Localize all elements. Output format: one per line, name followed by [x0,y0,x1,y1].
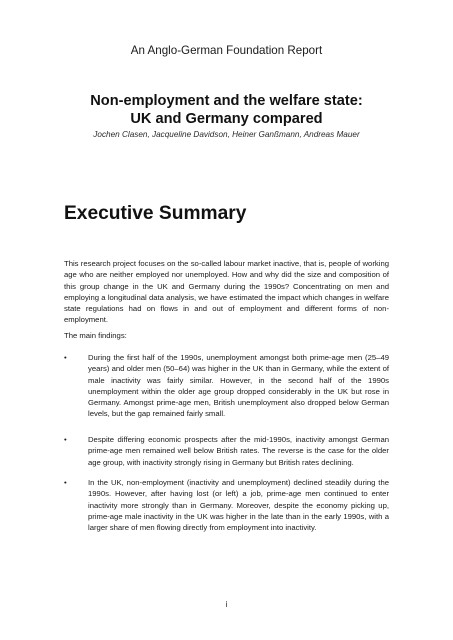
report-series-line: An Anglo-German Foundation Report [130,44,323,57]
report-title [40,92,413,128]
finding-item [64,477,389,533]
intro-paragraph: This research project focuses on the so-called labour market inactive, that is, people of working age who are neither employed nor unemployed. How and why did the size and composition of this group change in the UK and Germany during the 1990s? Concentrating on men and employing a longitudinal data analysis, we have estimated the impact which changes in welfare state regulations had on flows in and out of employment and different forms of non-employment. [64,259,389,325]
finding-item [64,352,389,420]
finding-item [64,434,389,468]
finding-text: In the UK, non-employment (inactivity and unemployment) declined steadily during the 1990s. However, after having lost (or left) a job, prime-age men continued to enter inactivity more strongly than in Germany. Moreover, despite the economy picking up, prime-age male inactivity in the UK was higher in the late than in the early 1990s, with a larger share of men flowing directly from employment into inactivity. [88,478,389,533]
bullet-icon: • [64,353,67,362]
bullet-icon: • [64,435,67,444]
bullet-icon: • [64,478,67,487]
page-number: i [225,600,228,609]
section-heading: Executive Summary [64,203,247,224]
report-title-line-1: Non-employment and the welfare state: [90,93,363,109]
finding-text: During the first half of the 1990s, unemployment amongst both prime-age men (25–49 years) and older men (50–64) was higher in the UK than in Germany, while the extent of male inactivity was fairly similar. However, in the second half of the 1990s unemployment within the older age group dropped considerably in the UK but rose in Germany. Amongst prime-age men, British unemployment also dropped below German levels, but the gap remained fairly small. [88,353,389,419]
authors-line: Jochen Clasen, Jacqueline Davidson, Heiner Ganßmann, Andreas Mauer [93,130,360,139]
findings-label: The main findings: [64,331,127,340]
finding-text: Despite differing economic prospects after the mid-1990s, inactivity amongst German prime-age men remained well below British rates. The reverse is the case for the older age group, with inactivity strongly rising in Germany but British rates declining. [88,435,389,467]
report-title-line-2: UK and Germany compared [130,111,323,127]
